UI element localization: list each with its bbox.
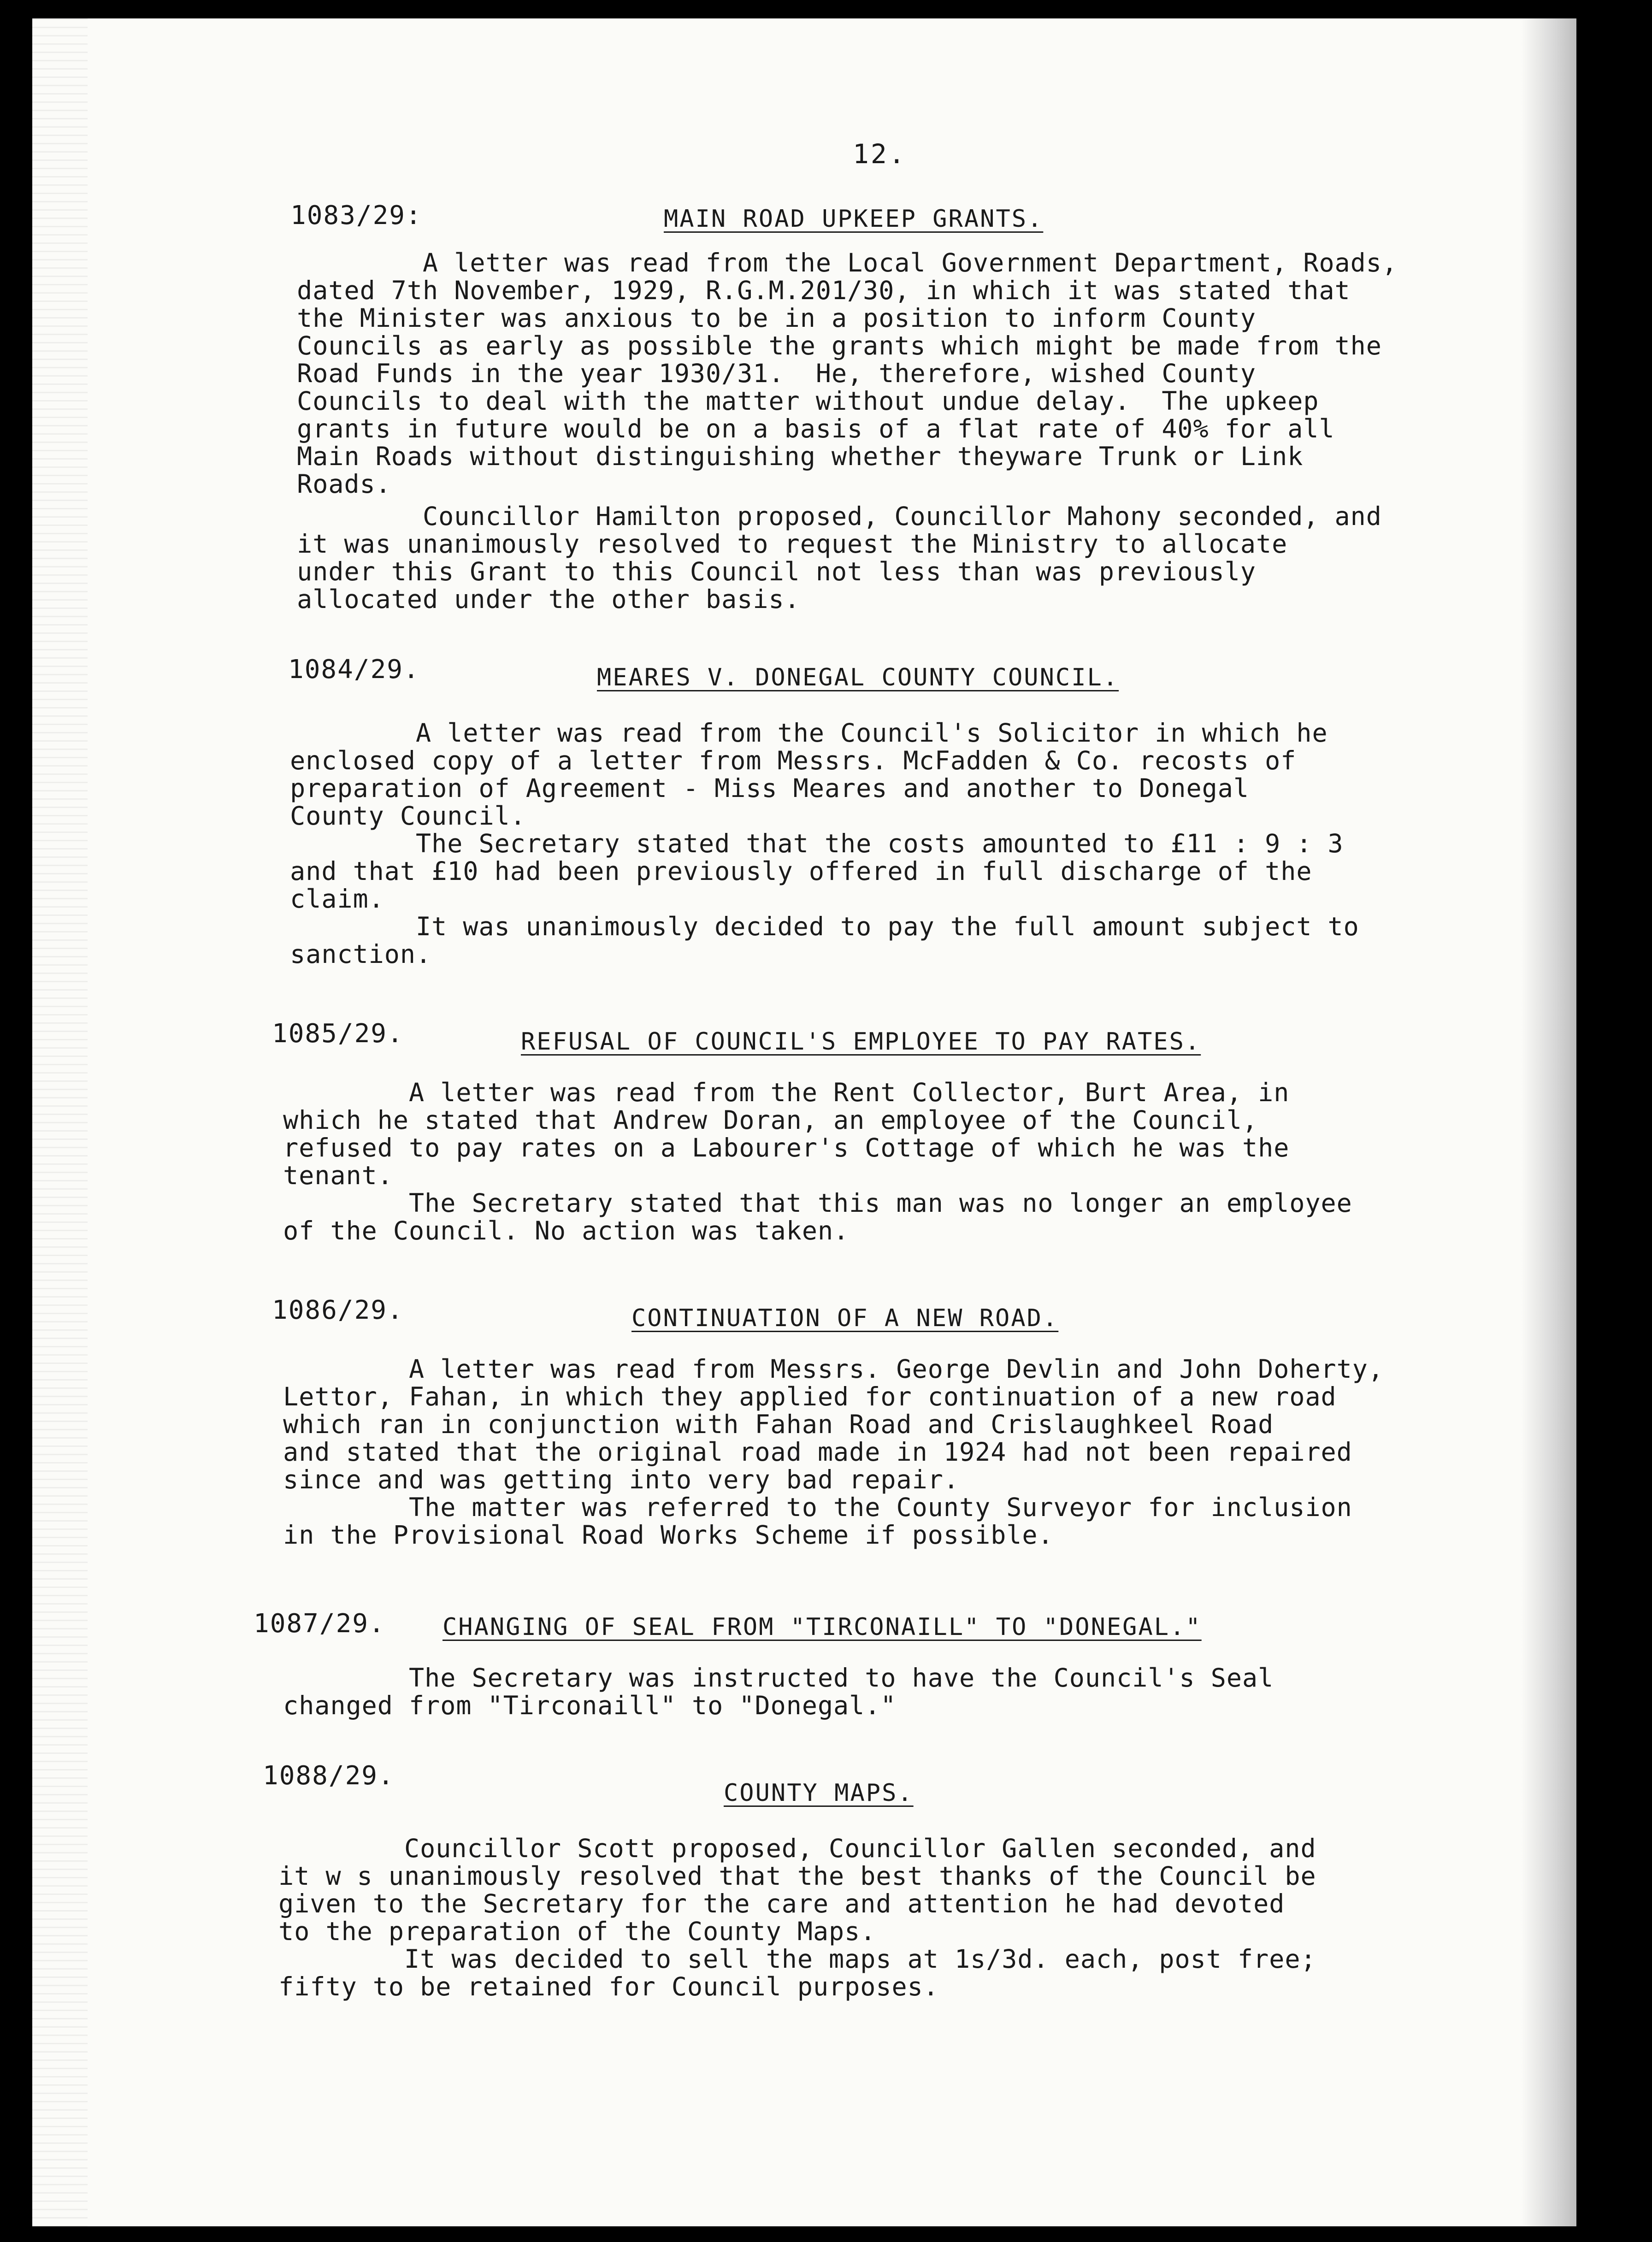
minute-paragraph: A letter was read from the Local Government Department, Roads, dated 7th November, 1929, R.G.M.201/30, in which it was stated that the Minister was anxious to be in a position to inform County Councils as early as possible the grants which might be made from the Road Funds in the year 1930/31. He, therefore, wished County Councils to deal with the matter without undue delay. The upkeep grants in future would be on a basis of a flat rate of 40% for all Main Roads without distinguishing whether theyware Trunk or Link Roads. [297, 248, 1398, 499]
minute-ref: 1083/29: [290, 201, 422, 230]
minute-paragraph: It was decided to sell the maps at 1s/3d. each, post free; fifty to be retained for Council purposes. [278, 1944, 1316, 2001]
minute-ref: 1084/29. [288, 655, 420, 684]
minute-ref: 1085/29. [272, 1019, 404, 1049]
minute-ref: 1086/29. [272, 1295, 404, 1325]
minute-paragraph: It was unanimously decided to pay the full amount subject to sanction. [290, 912, 1359, 969]
minute-ref: 1087/29. [254, 1609, 385, 1639]
minute-paragraph: The Secretary stated that this man was no longer an employee of the Council. No action was taken. [283, 1188, 1352, 1245]
minute-heading: CHANGING OF SEAL FROM "TIRCONAILL" TO "DONEGAL." [442, 1613, 1202, 1641]
minute-paragraph: The Secretary stated that the costs amounted to £11 : 9 : 3 and that £10 had been previously offered in full discharge of the claim. [290, 829, 1344, 914]
minute-paragraph: Councillor Scott proposed, Councillor Gallen seconded, and it w s unanimously resolved that the best thanks of the Council be given to the Secretary for the care and attention he had devoted to the preparation of the County Maps. [278, 1834, 1316, 1946]
minute-paragraph: A letter was read from the Rent Collector, Burt Area, in which he stated that Andrew Doran, an employee of the Council, refused to pay rates on a Labourer's Cottage of which he was the tenant. [283, 1078, 1290, 1190]
page-number: 12. [853, 138, 907, 170]
minute-heading: MEARES V. DONEGAL COUNTY COUNCIL. [597, 664, 1119, 691]
minute-paragraph: A letter was read from Messrs. George Devlin and John Doherty, Lettor, Fahan, in which they applied for continuation of a new road which ran in conjunction with Fahan Road and Crislaughkeel Road and stated that the original road made in 1924 had not been repaired since and was getting into very bad repair. [283, 1354, 1384, 1494]
minute-ref: 1088/29. [263, 1761, 395, 1791]
minute-paragraph: Councillor Hamilton proposed, Councillor Mahony seconded, and it was unanimously resolved to request the Ministry to allocate under this Grant to this Council not less than was previously allocated under the other basis. [297, 502, 1382, 614]
minute-paragraph: The Secretary was instructed to have the Council's Seal changed from "Tirconaill" to "Donegal." [283, 1663, 1274, 1720]
minute-heading: CONTINUATION OF A NEW ROAD. [631, 1304, 1059, 1332]
minute-heading: REFUSAL OF COUNCIL'S EMPLOYEE TO PAY RATES. [521, 1028, 1201, 1056]
minute-heading: MAIN ROAD UPKEEP GRANTS. [664, 205, 1044, 233]
minute-paragraph: A letter was read from the Council's Solicitor in which he enclosed copy of a letter from Messrs. McFadden & Co. recosts of preparation of Agreement - Miss Meares and another to Donegal County Council. [290, 718, 1328, 831]
scan-edge-right [1521, 18, 1576, 2226]
minute-paragraph: The matter was referred to the County Surveyor for inclusion in the Provisional Road Works Scheme if possible. [283, 1493, 1352, 1550]
document-page [32, 18, 1576, 2226]
minute-heading: COUNTY MAPS. [724, 1779, 914, 1807]
scan-edge-left [32, 18, 88, 2226]
